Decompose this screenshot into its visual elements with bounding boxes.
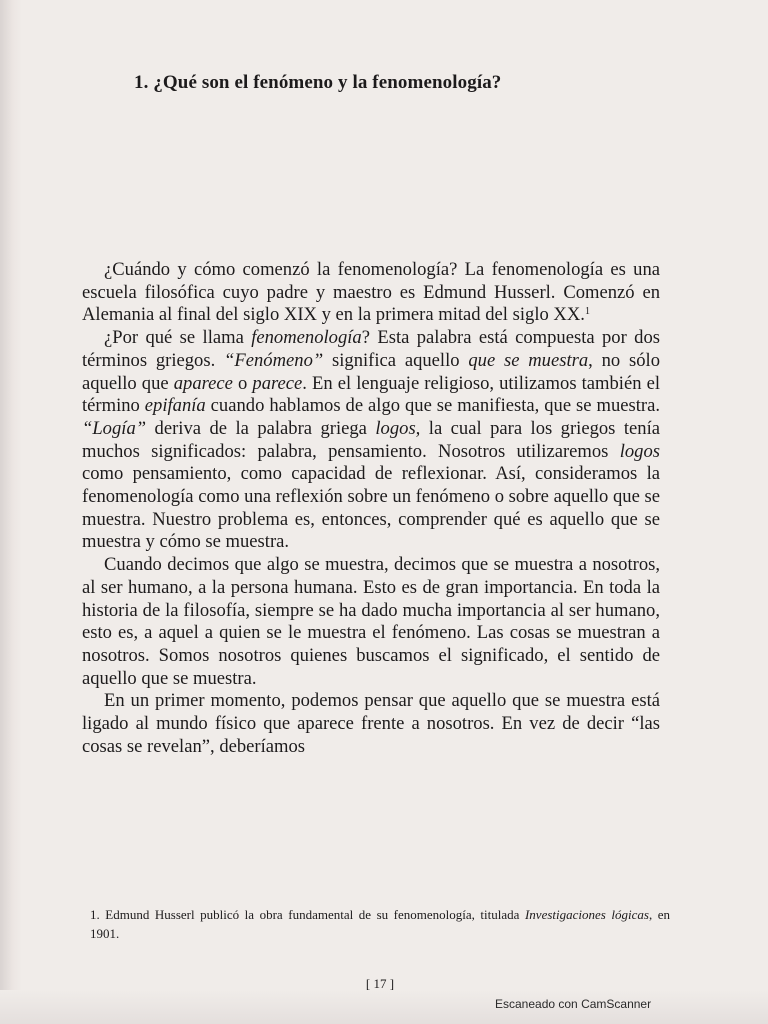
italic-term: fenomenología (251, 327, 362, 349)
page-number: [ 17 ] (365, 976, 395, 991)
italic-term: aparece (173, 372, 233, 394)
text-run: o (232, 372, 253, 394)
italic-term: que se muestra (468, 349, 589, 371)
text-run: Cuando decimos que algo se muestra, decimos que se muestra a nosotros, al ser humano, a la persona humana. Esto es de gran importancia. En toda la historia de la filosofía, siempre se ha dado mucha importancia al ser humano, esto es, a aquel a quien se le muestra el fenómeno. Las cosas se muestran a nosotros. Somos nosotros quienes buscamos el significado, el sentido de aquello que se muestra. (82, 554, 660, 689)
body-text (82, 259, 660, 758)
italic-term: epifanía (144, 395, 206, 417)
paragraph-3 (82, 554, 660, 690)
scanner-watermark: Escaneado con CamScanner (495, 997, 652, 1011)
text-run: deriva de la palabra griega (146, 417, 376, 439)
text-run: , en 1901. (90, 907, 670, 941)
paragraph-1 (82, 259, 660, 327)
text-run: ¿Cuándo y cómo comenzó la fenomenología? La fenomenología es una escuela filosófica cuyo padre y maestro es Edmund Husserl. Comenzó en Alemania al final del siglo XIX y en la primera mitad del siglo XX. (82, 259, 660, 326)
text-run: 1. Edmund Husserl publicó la obra fundamental de su fenomenología, titulada (90, 907, 525, 922)
italic-term: Investigaciones lógicas (524, 907, 649, 922)
text-run: En un primer momento, podemos pensar que aquello que se muestra está ligado al mundo físico que aparece frente a nosotros. En vez de decir “las cosas se revelan”, deberíamos (82, 690, 660, 757)
paragraph-4 (82, 690, 660, 758)
text-run: , no sólo aquello que (82, 349, 660, 394)
italic-term: logos, (375, 417, 421, 439)
text-run: como pensamiento, como capacidad de reflexionar. Así, consideramos la fenomenología como una reflexión sobre un fenómeno o sobre aquello que se muestra. Nuestro problema es, entonces, comprender qué es aquello que se muestra y cómo se muestra. (82, 463, 660, 553)
italic-term: logos (619, 440, 660, 462)
text-run: la cual para los griegos tenía muchos significados: palabra, pensamiento. Nosotros utilizaremos (82, 417, 660, 462)
footnote (90, 905, 670, 943)
italic-term: “Fenómeno” (224, 349, 324, 371)
footnote-marker: 1 (584, 306, 590, 318)
paragraph-2 (82, 327, 660, 554)
section-heading: 1. ¿Qué son el fenómeno y la fenomenología? (134, 72, 502, 93)
text-run: . En el lenguaje religioso, utilizamos también el término (82, 372, 661, 417)
text-run: ¿Por qué se llama (104, 327, 252, 349)
text-run: ? Esta palabra está compuesta por dos términos griegos. (82, 327, 660, 371)
italic-term: “Logía” (82, 417, 147, 439)
italic-term: parece (252, 372, 303, 394)
text-run: cuando hablamos de algo que se manifiesta, que se muestra. (205, 395, 660, 417)
text-run: significa aquello (323, 349, 469, 371)
